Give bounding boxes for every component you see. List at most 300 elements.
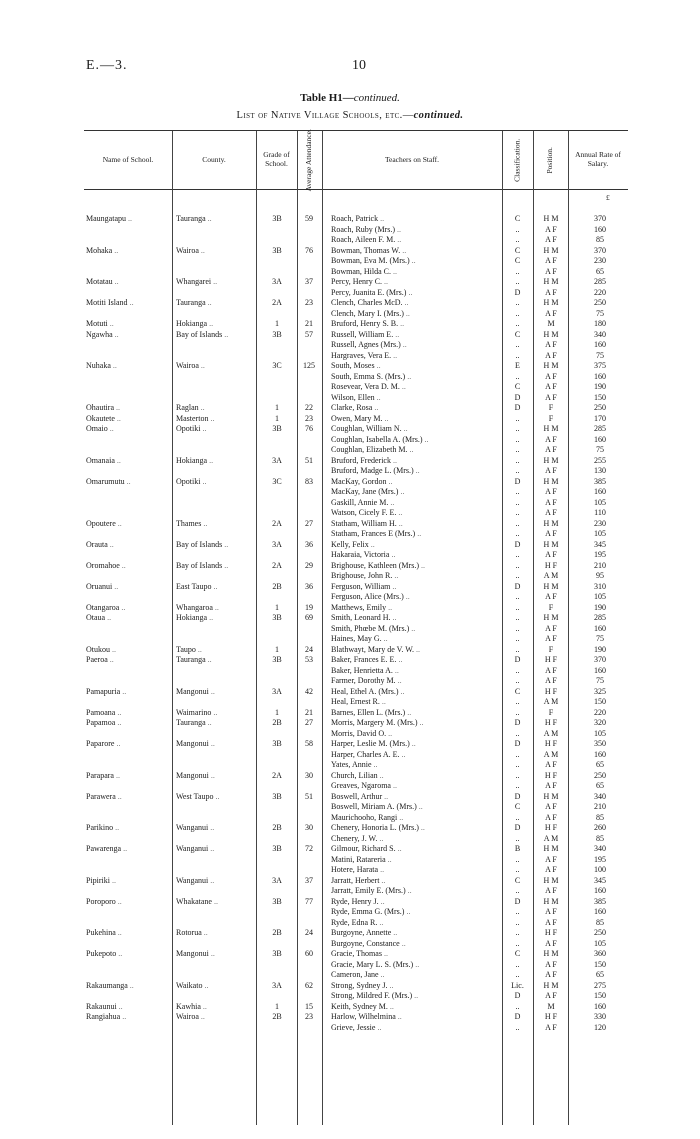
cell-sal: 160 xyxy=(594,371,606,381)
cell-sal: 310 xyxy=(594,581,606,591)
cell-att: 72 xyxy=(305,844,313,853)
cell-teacher: Cameron, Jane .. xyxy=(331,970,499,980)
cell-grade: 3B xyxy=(272,844,282,853)
cell-teacher: Jarratt, Emily E. (Mrs.) .. xyxy=(331,886,499,896)
table-row xyxy=(0,592,700,602)
cell-pos: A F xyxy=(545,592,557,601)
cell-att: 21 xyxy=(305,707,313,717)
cell-cls: D xyxy=(514,1012,521,1021)
cell-sal: 330 xyxy=(594,1012,606,1021)
cell-grade: 3A xyxy=(272,980,282,990)
cell-pos: A F xyxy=(545,781,557,790)
cell-grade: 2A xyxy=(272,518,282,528)
table-row xyxy=(0,414,700,424)
table-row xyxy=(0,666,700,676)
cell-pos: H F xyxy=(544,718,558,727)
header-attendance xyxy=(297,128,322,192)
cell-att: 125 xyxy=(303,361,315,370)
cell-pos: F xyxy=(548,644,554,654)
cell-pos: H F xyxy=(544,739,558,748)
page-number: 10 xyxy=(352,58,366,73)
cell-att: 15 xyxy=(305,1001,313,1011)
table-row xyxy=(0,235,700,245)
table-row xyxy=(0,708,700,718)
cell-pos: A F xyxy=(545,434,557,444)
table-row xyxy=(0,939,700,949)
cell-cls: D xyxy=(514,581,521,591)
cell-pos: A F xyxy=(545,1022,557,1032)
cell-sal: 85 xyxy=(596,235,604,244)
cell-school: Motatau .. xyxy=(86,277,172,287)
cell-pos: A F xyxy=(545,529,557,538)
table-row xyxy=(0,225,700,235)
cell-cls: .. xyxy=(515,833,520,843)
cell-school: Maungatapu .. xyxy=(86,214,172,224)
cell-grade: 3B xyxy=(272,739,282,748)
cell-cls: .. xyxy=(515,319,520,328)
cell-att: 42 xyxy=(305,686,313,696)
table-row xyxy=(0,403,700,413)
cell-pos: A F xyxy=(545,991,557,1000)
cell-county: Wanganui .. xyxy=(176,876,256,886)
cell-grade: 1 xyxy=(275,602,279,612)
cell-cls: D xyxy=(514,403,521,412)
cell-cls: .. xyxy=(515,592,520,601)
cell-cls: D xyxy=(514,476,521,486)
cell-sal: 210 xyxy=(594,560,606,570)
cell-teacher: Bruford, Madge L. (Mrs.) .. xyxy=(331,466,499,476)
header-salary: Annual Rate of Salary. xyxy=(575,150,621,168)
cell-cls: .. xyxy=(515,1001,520,1011)
cell-county: Whakatane .. xyxy=(176,897,256,907)
table-title-continued: continued. xyxy=(353,92,400,104)
table-row xyxy=(0,361,700,371)
cell-teacher: Chenery, Honoria L. (Mrs.) .. xyxy=(331,823,499,833)
cell-cls: .. xyxy=(515,371,520,381)
table-row xyxy=(0,267,700,277)
cell-teacher: Keith, Sydney M. .. xyxy=(331,1002,499,1012)
cell-sal: 320 xyxy=(594,718,606,727)
cell-grade: 3B xyxy=(272,949,282,958)
cell-teacher: Jarratt, Herbert .. xyxy=(331,876,499,886)
cell-cls: D xyxy=(514,896,521,906)
cell-cls: .. xyxy=(515,529,520,538)
cell-teacher: Strong, Sydney J. .. xyxy=(331,981,499,991)
cell-teacher: Roach, Ruby (Mrs.) .. xyxy=(331,225,499,235)
cell-cls: D xyxy=(514,991,521,1000)
cell-sal: 160 xyxy=(594,340,606,349)
cell-teacher: Clarke, Rosa .. xyxy=(331,403,499,413)
cell-teacher: Ferguson, William .. xyxy=(331,582,499,592)
cell-sal: 190 xyxy=(594,644,606,654)
cell-grade: 3A xyxy=(272,455,282,465)
cell-pos: A F xyxy=(545,907,557,916)
cell-cls: .. xyxy=(515,308,520,318)
cell-cls: B xyxy=(514,844,521,853)
header-position-label: Position. xyxy=(545,146,555,174)
cell-pos: A F xyxy=(545,623,557,633)
cell-grade: 3C xyxy=(272,476,282,486)
cell-teacher: Brighouse, Kathleen (Mrs.) .. xyxy=(331,561,499,571)
cell-pos: H F xyxy=(544,823,558,832)
cell-sal: 65 xyxy=(596,781,604,790)
cell-sal: 285 xyxy=(594,277,606,286)
cell-teacher: Church, Lilian .. xyxy=(331,771,499,781)
cell-school: Rakaumanga .. xyxy=(86,981,172,991)
table-row xyxy=(0,298,700,308)
cell-pos: H M xyxy=(543,980,559,990)
cell-cls: .. xyxy=(515,854,520,864)
cell-cls: .. xyxy=(515,350,520,360)
cell-school: Papamoa .. xyxy=(86,718,172,728)
cell-school: Ohautira .. xyxy=(86,403,172,413)
header-teachers: Teachers on Staff. xyxy=(384,154,440,164)
cell-grade: 2B xyxy=(272,928,282,937)
header-position xyxy=(533,131,568,189)
cell-pos: A F xyxy=(545,466,557,475)
cell-cls: .. xyxy=(515,665,520,675)
table-row xyxy=(0,603,700,613)
cell-teacher: Gracie, Mary L. S. (Mrs.) .. xyxy=(331,960,499,970)
table-row xyxy=(0,792,700,802)
cell-sal: 105 xyxy=(594,938,606,948)
cell-teacher: South, Emma S. (Mrs.) .. xyxy=(331,372,499,382)
table-row xyxy=(0,456,700,466)
cell-grade: 3B xyxy=(272,613,282,622)
cell-cls: .. xyxy=(515,277,520,286)
table-title xyxy=(0,92,700,104)
cell-teacher: Maurichooho, Rangi .. xyxy=(331,813,499,823)
cell-teacher: Coughlan, William N. .. xyxy=(331,424,499,434)
cell-cls: .. xyxy=(515,928,520,937)
cell-teacher: Percy, Henry C. .. xyxy=(331,277,499,287)
cell-county: Mangonui .. xyxy=(176,687,256,697)
table-row xyxy=(0,760,700,770)
cell-sal: 160 xyxy=(594,487,606,496)
cell-teacher: Burgoyne, Constance .. xyxy=(331,939,499,949)
cell-grade: 3B xyxy=(272,896,282,906)
cell-county: Bay of Islands .. xyxy=(176,540,256,550)
cell-teacher: Owen, Mary M. .. xyxy=(331,414,499,424)
cell-pos: A F xyxy=(545,812,557,822)
cell-cls: D xyxy=(514,539,521,549)
cell-pos: A M xyxy=(543,749,559,759)
cell-teacher: Statham, Frances E (Mrs.) .. xyxy=(331,529,499,539)
cell-att: 21 xyxy=(305,319,313,328)
cell-sal: 85 xyxy=(596,812,604,822)
table-row xyxy=(0,655,700,665)
cell-sal: 260 xyxy=(594,823,606,832)
header-county: County. xyxy=(202,154,226,164)
cell-sal: 65 xyxy=(596,760,604,769)
cell-school: Pukehina .. xyxy=(86,928,172,938)
cell-cls: .. xyxy=(515,508,520,517)
cell-pos: A M xyxy=(543,697,559,706)
cell-pos: A F xyxy=(545,350,557,360)
cell-cls: .. xyxy=(515,959,520,969)
table-row xyxy=(0,582,700,592)
cell-teacher: Blathwayt, Mary de V. W. .. xyxy=(331,645,499,655)
cell-sal: 160 xyxy=(594,907,606,916)
cell-pos: H F xyxy=(544,770,558,780)
cell-teacher: Wilson, Ellen .. xyxy=(331,393,499,403)
header-classification xyxy=(502,131,533,189)
cell-county: Wanganui .. xyxy=(176,823,256,833)
cell-sal: 150 xyxy=(594,991,606,1000)
cell-sal: 345 xyxy=(594,539,606,549)
cell-cls: .. xyxy=(515,560,520,570)
cell-pos: A F xyxy=(545,634,557,643)
cell-grade: 3B xyxy=(272,791,282,801)
cell-sal: 160 xyxy=(594,886,606,895)
table-row xyxy=(0,886,700,896)
cell-school: Otangaroa .. xyxy=(86,603,172,613)
cell-sal: 345 xyxy=(594,875,606,885)
cell-cls: .. xyxy=(515,644,520,654)
cell-teacher: Strong, Mildred F. (Mrs.) .. xyxy=(331,991,499,1001)
table-row xyxy=(0,781,700,791)
cell-sal: 150 xyxy=(594,697,606,706)
cell-grade: 2A xyxy=(272,770,282,780)
cell-teacher: Barnes, Ellen L. (Mrs.) .. xyxy=(331,708,499,718)
cell-teacher: Rosevear, Vera D. M. .. xyxy=(331,382,499,392)
cell-pos: F xyxy=(548,413,554,423)
cell-pos: A F xyxy=(545,802,557,811)
cell-att: 51 xyxy=(305,791,313,801)
cell-sal: 100 xyxy=(594,865,606,874)
cell-cls: .. xyxy=(515,445,520,454)
cell-cls: .. xyxy=(515,571,520,580)
cell-sal: 160 xyxy=(594,1001,606,1011)
cell-school: Oruanui .. xyxy=(86,582,172,592)
cell-teacher: Bowman, Eva M. (Mrs.) .. xyxy=(331,256,499,266)
cell-pos: A F xyxy=(545,550,557,559)
cell-pos: M xyxy=(547,1001,555,1011)
cell-grade: 2A xyxy=(272,560,282,570)
cell-teacher: Clench, Mary I. (Mrs.) .. xyxy=(331,309,499,319)
cell-cls: .. xyxy=(515,676,520,685)
cell-sal: 190 xyxy=(594,602,606,612)
cell-grade: 3A xyxy=(272,277,282,286)
table-header-rule xyxy=(84,189,628,190)
cell-cls: D xyxy=(514,823,521,832)
cell-pos: A F xyxy=(545,382,557,391)
cell-county: Hokianga .. xyxy=(176,456,256,466)
cell-pos: A F xyxy=(545,287,557,297)
cell-teacher: Russell, Agnes (Mrs.) .. xyxy=(331,340,499,350)
cell-att: 36 xyxy=(305,581,313,591)
table-row xyxy=(0,687,700,697)
cell-county: Masterton .. xyxy=(176,414,256,424)
table-row xyxy=(0,519,700,529)
table-row xyxy=(0,813,700,823)
cell-sal: 105 xyxy=(594,592,606,601)
cell-grade: 1 xyxy=(275,403,279,412)
cell-county: Whangaroa .. xyxy=(176,603,256,613)
cell-pos: A F xyxy=(545,665,557,675)
cell-sal: 75 xyxy=(596,445,604,454)
cell-teacher: Morris, David O. .. xyxy=(331,729,499,739)
cell-pos: H M xyxy=(543,539,559,549)
cell-pos: A F xyxy=(545,445,557,454)
table-row xyxy=(0,214,700,224)
cell-cls: .. xyxy=(515,340,520,349)
cell-grade: 2B xyxy=(272,718,282,727)
cell-pos: A M xyxy=(543,833,559,843)
cell-teacher: Ryde, Henry J. .. xyxy=(331,897,499,907)
cell-cls: E xyxy=(515,361,520,370)
table-row xyxy=(0,288,700,298)
cell-pos: A F xyxy=(545,970,557,979)
cell-school: Paparore .. xyxy=(86,739,172,749)
cell-att: 24 xyxy=(305,928,313,937)
cell-grade: 2B xyxy=(272,581,282,591)
cell-pos: H F xyxy=(544,928,558,937)
cell-teacher: Harper, Charles A. E. .. xyxy=(331,750,499,760)
cell-teacher: Ferguson, Alice (Mrs.) .. xyxy=(331,592,499,602)
cell-sal: 105 xyxy=(594,529,606,538)
table-row xyxy=(0,949,700,959)
page-reference: E.—3. xyxy=(86,58,128,73)
cell-att: 53 xyxy=(305,655,313,664)
cell-pos: A F xyxy=(545,917,557,927)
cell-teacher: Bowman, Hilda C. .. xyxy=(331,267,499,277)
table-row xyxy=(0,256,700,266)
cell-att: 76 xyxy=(305,245,313,255)
cell-county: Wanganui .. xyxy=(176,844,256,854)
cell-grade: 1 xyxy=(275,319,279,328)
table-row xyxy=(0,529,700,539)
table-row xyxy=(0,634,700,644)
cell-pos: A F xyxy=(545,340,557,349)
cell-cls: D xyxy=(514,655,521,664)
cell-teacher: Morris, Margery M. (Mrs.) .. xyxy=(331,718,499,728)
cell-school: Oromahoe .. xyxy=(86,561,172,571)
cell-cls: .. xyxy=(515,602,520,612)
cell-teacher: Matthews, Emily .. xyxy=(331,603,499,613)
cell-sal: 385 xyxy=(594,896,606,906)
cell-sal: 340 xyxy=(594,791,606,801)
header-school: Name of School. xyxy=(102,154,154,164)
table-row xyxy=(0,351,700,361)
table-row xyxy=(0,393,700,403)
cell-sal: 325 xyxy=(594,686,606,696)
table-row xyxy=(0,834,700,844)
cell-teacher: Gracie, Thomas .. xyxy=(331,949,499,959)
cell-grade: 3C xyxy=(272,361,282,370)
cell-county: Tauranga .. xyxy=(176,298,256,308)
cell-grade: 1 xyxy=(275,1001,279,1011)
cell-sal: 250 xyxy=(594,298,606,307)
cell-cls: .. xyxy=(515,760,520,769)
cell-grade: 3B xyxy=(272,214,282,223)
cell-cls: .. xyxy=(515,781,520,790)
cell-pos: F xyxy=(548,403,554,412)
cell-cls: .. xyxy=(515,697,520,706)
cell-att: 30 xyxy=(305,770,313,780)
cell-att: 30 xyxy=(305,823,313,832)
cell-att: 83 xyxy=(305,476,313,486)
cell-county: Rotorua .. xyxy=(176,928,256,938)
cell-cls: .. xyxy=(515,634,520,643)
cell-pos: A F xyxy=(545,256,557,265)
cell-cls: .. xyxy=(515,938,520,948)
cell-pos: H M xyxy=(543,613,559,622)
cell-cls: .. xyxy=(515,886,520,895)
table-row xyxy=(0,960,700,970)
cell-sal: 75 xyxy=(596,350,604,360)
cell-sal: 110 xyxy=(594,508,606,517)
cell-teacher: MacKay, Jane (Mrs.) .. xyxy=(331,487,499,497)
cell-sal: 370 xyxy=(594,245,606,255)
cell-sal: 65 xyxy=(596,970,604,979)
cell-teacher: Matini, Ratareria .. xyxy=(331,855,499,865)
table-row xyxy=(0,330,700,340)
cell-teacher: Russell, William E. .. xyxy=(331,330,499,340)
cell-pos: H F xyxy=(544,1012,558,1021)
cell-teacher: Haines, May G. .. xyxy=(331,634,499,644)
cell-sal: 220 xyxy=(594,707,606,717)
cell-school: Mohaka .. xyxy=(86,246,172,256)
cell-cls: .. xyxy=(515,497,520,507)
cell-teacher: Hakaraia, Victoria .. xyxy=(331,550,499,560)
cell-county: Raglan .. xyxy=(176,403,256,413)
cell-att: 23 xyxy=(305,1012,313,1021)
cell-cls: .. xyxy=(515,518,520,528)
cell-teacher: Clench, Charles McD. .. xyxy=(331,298,499,308)
table-row xyxy=(0,550,700,560)
cell-pos: H M xyxy=(543,214,559,223)
table-row xyxy=(0,970,700,980)
cell-teacher: Harlow, Wilhelmina .. xyxy=(331,1012,499,1022)
cell-teacher: Grieve, Jessie .. xyxy=(331,1023,499,1033)
cell-cls: C xyxy=(514,256,521,265)
table-row xyxy=(0,624,700,634)
cell-school: Otaua .. xyxy=(86,613,172,623)
cell-cls: C xyxy=(514,214,521,223)
cell-teacher: Roach, Aileen F. M. .. xyxy=(331,235,499,245)
table-row xyxy=(0,477,700,487)
cell-pos: A F xyxy=(545,865,557,874)
cell-sal: 160 xyxy=(594,623,606,633)
table-row xyxy=(0,855,700,865)
cell-att: 60 xyxy=(305,949,313,958)
table-row xyxy=(0,1023,700,1033)
table-row xyxy=(0,718,700,728)
cell-county: Wairoa .. xyxy=(176,1012,256,1022)
cell-sal: 250 xyxy=(594,403,606,412)
cell-teacher: Bruford, Frederick .. xyxy=(331,456,499,466)
cell-att: 27 xyxy=(305,518,313,528)
cell-teacher: Percy, Juanita E. (Mrs.) .. xyxy=(331,288,499,298)
table-row xyxy=(0,466,700,476)
cell-cls: C xyxy=(514,382,521,391)
cell-school: Omanaia .. xyxy=(86,456,172,466)
cell-pos: H F xyxy=(544,686,558,696)
table-row xyxy=(0,645,700,655)
cell-pos: A F xyxy=(545,760,557,769)
cell-grade: 3A xyxy=(272,686,282,696)
cell-pos: A F xyxy=(545,497,557,507)
cell-pos: H M xyxy=(543,791,559,801)
cell-county: Wairoa .. xyxy=(176,361,256,371)
cell-teacher: Yates, Annie .. xyxy=(331,760,499,770)
table-row xyxy=(0,561,700,571)
cell-pos: H M xyxy=(543,361,559,370)
cell-county: Mangonui .. xyxy=(176,739,256,749)
cell-cls: .. xyxy=(515,623,520,633)
cell-pos: A F xyxy=(545,371,557,381)
